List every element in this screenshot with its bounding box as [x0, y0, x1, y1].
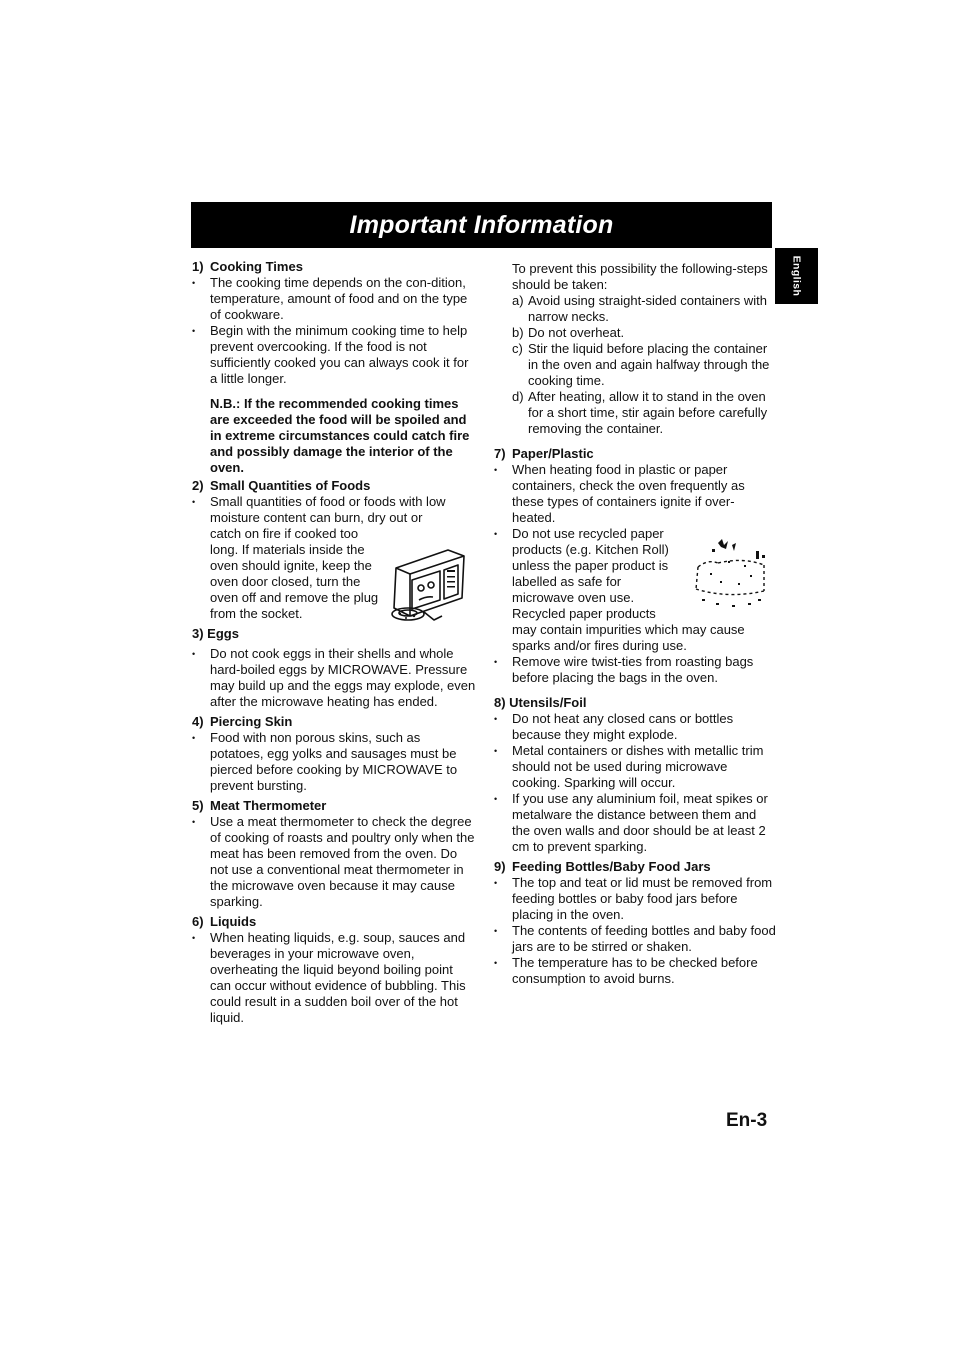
step-item: a) Avoid using straight-sided containers with narrow necks. [512, 293, 767, 324]
section-heading-paper-plastic: 7) Paper/Plastic [494, 446, 594, 461]
right-column [494, 261, 776, 987]
section-heading-meat-thermometer: 5) Meat Thermometer [192, 798, 327, 813]
language-tab [775, 248, 818, 304]
list-item: • Do not heat any closed cans or bottles because they might explode. [494, 711, 776, 743]
list-item: • When heating food in plastic or paper containers, check the oven frequently as these types of containers ignite if over-heated. [494, 462, 776, 526]
microwave-oven-illustration [388, 546, 468, 628]
list-item-continued: catch on fire if cooked too long. If materials inside the oven should ignite, keep the oven door closed, turn the oven off and remove the plug from the socket. [210, 526, 379, 621]
list-item: • If you use any aluminium foil, meat spikes or metalware the distance between them and the oven walls and door should be at least 2 cm to prevent sparking. [494, 791, 776, 855]
section-heading-liquids: 6) Liquids [192, 914, 257, 929]
left-column [192, 259, 477, 1026]
list-item: • Use a meat thermometer to check the degree of cooking of roasts and poultry only when the meat has been removed from the oven. Do not use a conventional meat thermometer in the microwave oven because it may cause sparking. [192, 814, 477, 910]
section-heading-cooking-times: 1) Cooking Times [192, 259, 303, 274]
list-item: • The top and teat or lid must be removed from feeding bottles or baby food jars before placing in the oven. [494, 875, 776, 923]
language-tab-label: English [790, 255, 803, 297]
step-item: b) Do not overheat. [512, 325, 625, 340]
section-heading-eggs: 3) Eggs [192, 626, 239, 641]
list-item-continued: may contain impurities which may cause sparks and/or fires during use. [512, 622, 745, 653]
list-item: • Food with non porous skins, such as potatoes, egg yolks and sausages must be pierced before cooking by MICROWAVE to prevent bursting. [192, 730, 477, 794]
list-item: • The temperature has to be checked before consumption to avoid burns. [494, 955, 776, 987]
step-item: c) Stir the liquid before placing the container in the oven and again halfway through the cooking time. [512, 341, 770, 388]
list-item: • Metal containers or dishes with metallic trim should not be used during microwave cooking. Sparking will occur. [494, 743, 776, 791]
page-number: En-3 [726, 1110, 768, 1131]
page-title: Important Information [349, 210, 614, 239]
list-item: • When heating liquids, e.g. soup, sauces and beverages in your microwave oven, overheating the liquid beyond boiling point can occur without evidence of bubbling. This could result in a sudden boil over of the hot liquid. [192, 930, 477, 1026]
list-item: • The contents of feeding bottles and baby food jars are to be stirred or shaken. [494, 923, 776, 955]
list-item: • The cooking time depends on the con-dition, temperature, amount of food and on the type of cookware. [192, 275, 477, 323]
section-heading-piercing-skin: 4) Piercing Skin [192, 714, 293, 729]
list-item: • Begin with the minimum cooking time to help prevent overcooking. If the food is not sufficiently cooked you can always cook it for a little longer. [192, 323, 477, 387]
list-item: • Small quantities of food or foods with low moisture content can burn, dry out or [192, 494, 477, 526]
section-heading-small-quantities: 2) Small Quantities of Foods [192, 478, 371, 493]
section-heading-feeding-bottles: 9) Feeding Bottles/Baby Food Jars [494, 859, 711, 874]
list-item: • Do not cook eggs in their shells and whole hard-boiled eggs by MICROWAVE. Pressure may build up and the eggs may explode, even after the microwave heating has ended. [192, 646, 477, 710]
paper-roll-sparks-illustration [688, 537, 770, 617]
section-heading-utensils-foil: 8) Utensils/Foil [494, 695, 587, 710]
title-bar [191, 202, 772, 248]
step-item: d) After heating, allow it to stand in the oven for a short time, stir again before carefully removing the container. [512, 389, 768, 436]
list-item: • Do not use recycled paper products (e.g. Kitchen Roll) unless the paper product is labelled as safe for microwave oven use. Recycled paper products [494, 526, 682, 622]
list-item: • Remove wire twist-ties from roasting bags before placing the bags in the oven. [494, 654, 776, 686]
liquids-intro: To prevent this possibility the following-steps should be taken: [512, 261, 768, 292]
nb-warning: N.B.: If the recommended cooking times are exceeded the food will be spoiled and in extreme circumstances could catch fire and possibly damage the interior of the oven. [210, 396, 470, 475]
